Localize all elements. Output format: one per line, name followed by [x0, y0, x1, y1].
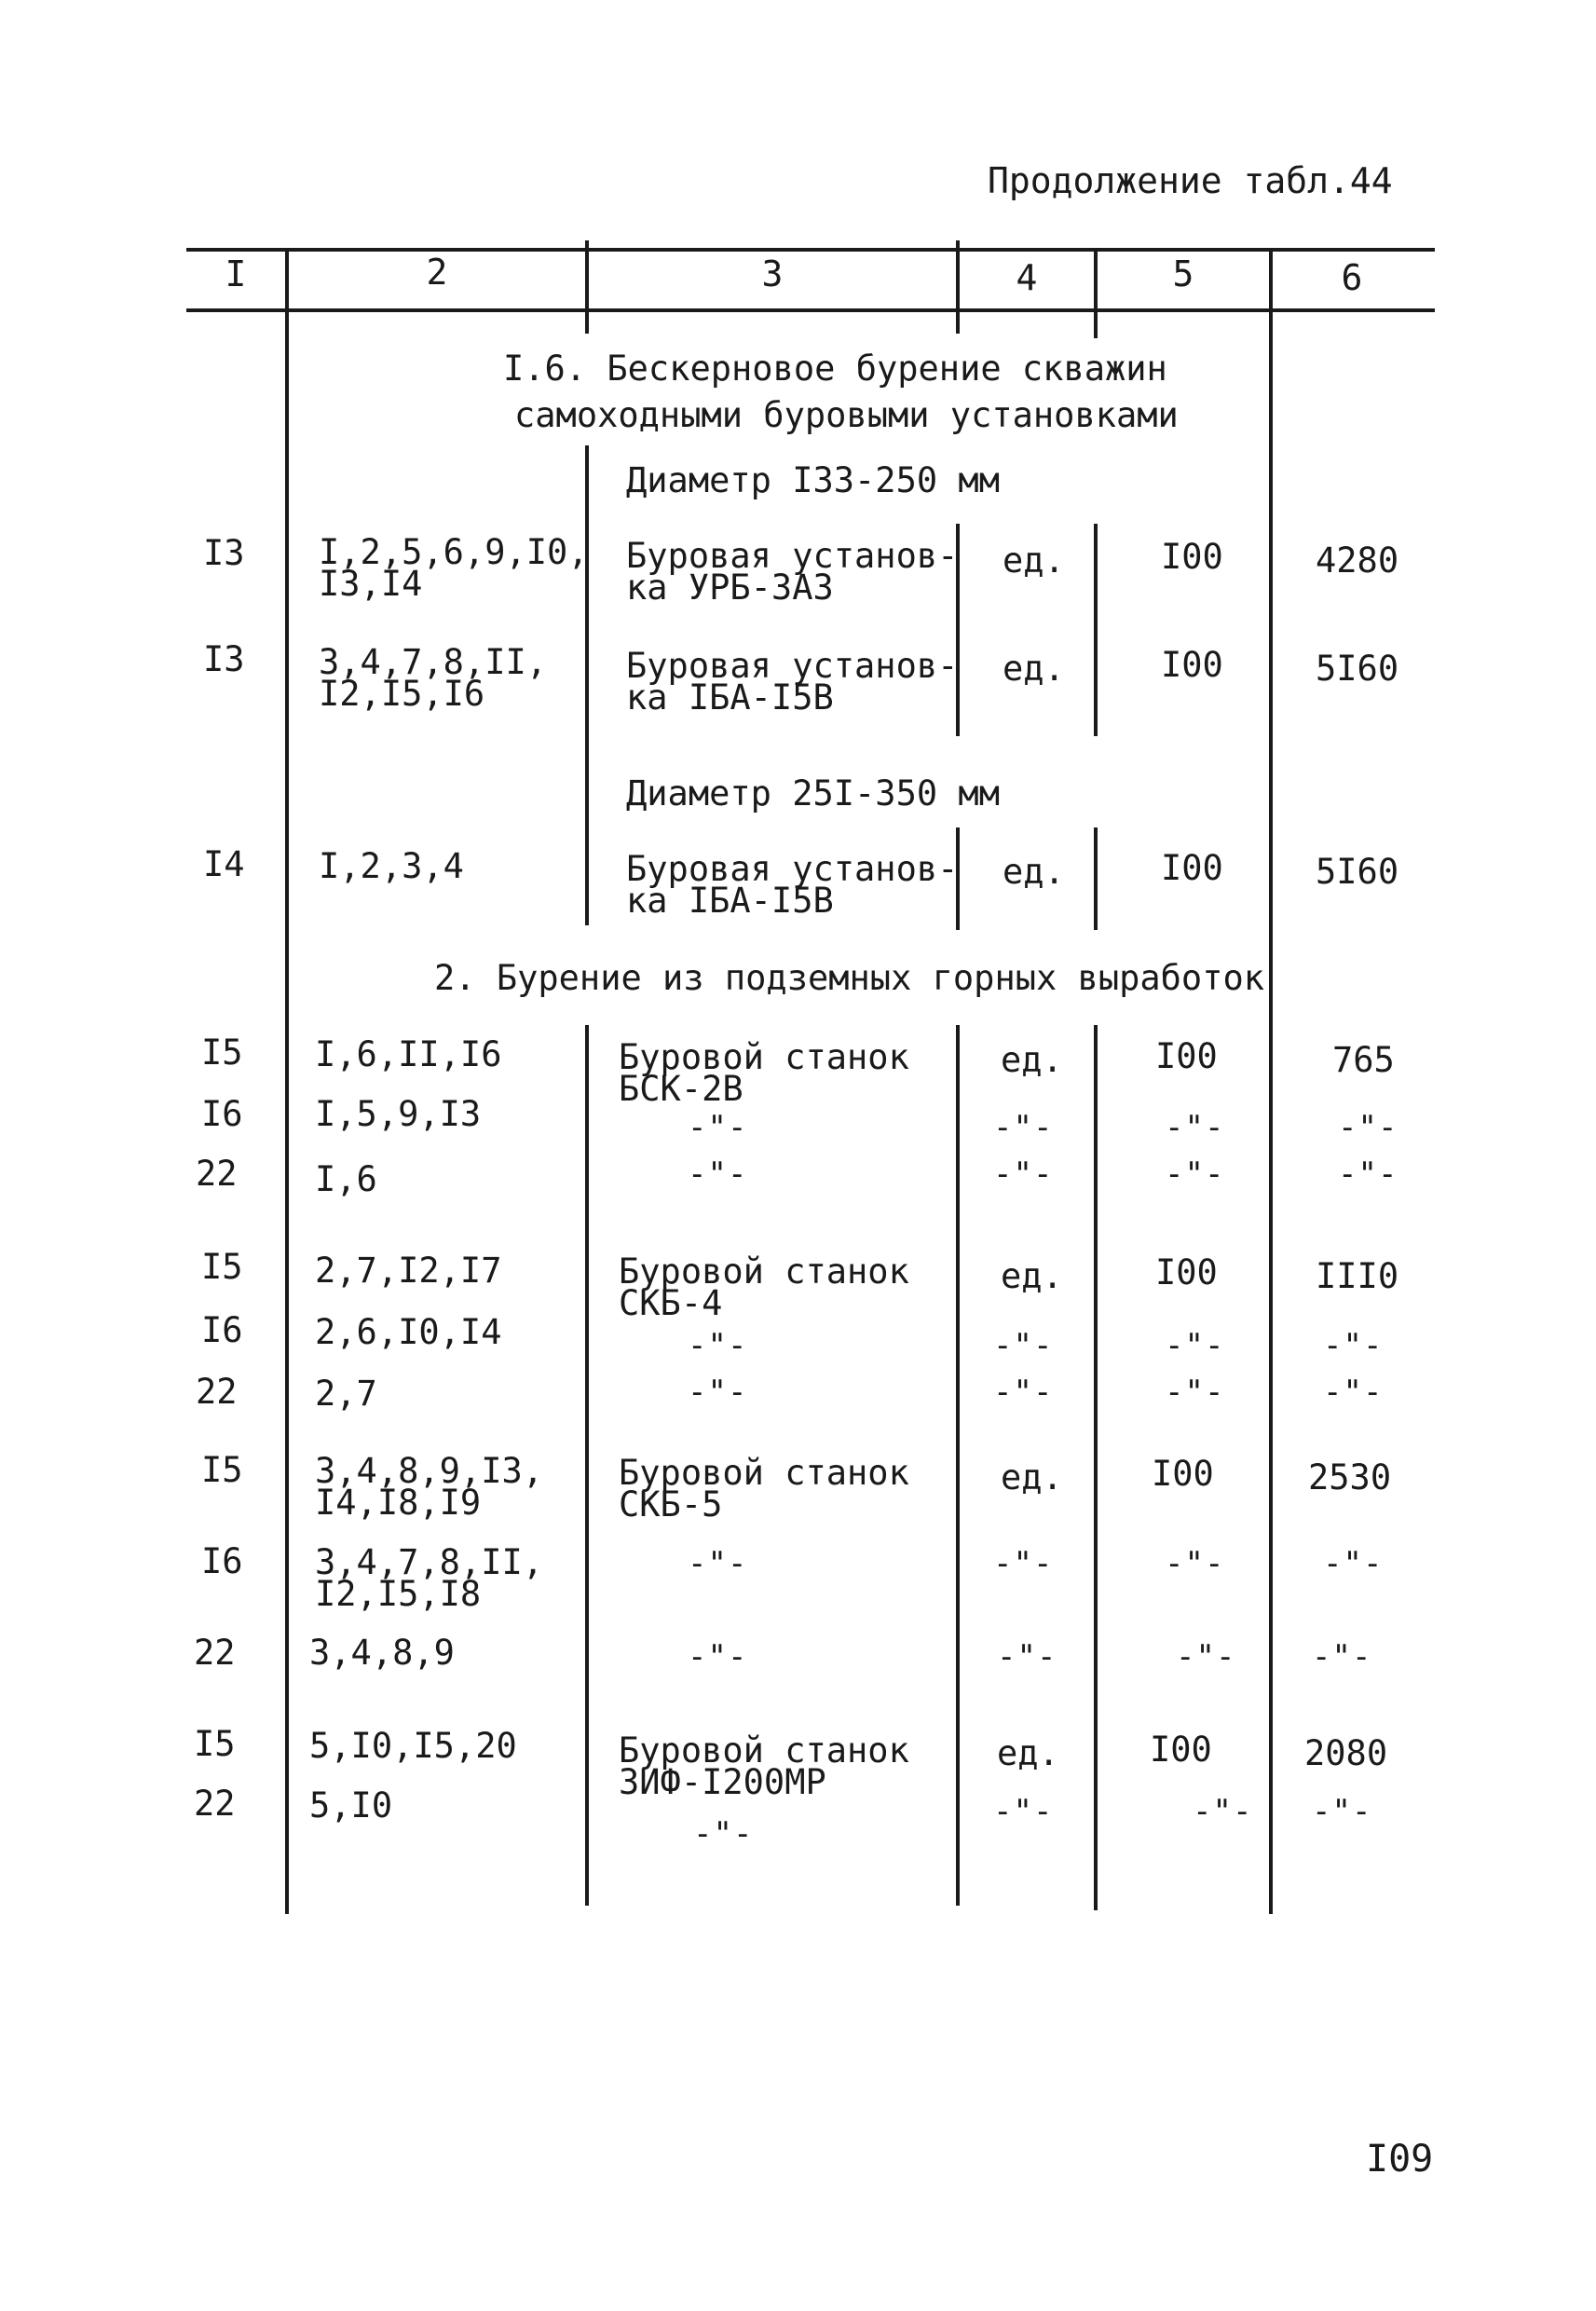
row-codes: 2,6,I0,I4 [315, 1312, 502, 1352]
row-codes: I,2,3,4 [319, 846, 464, 886]
ditto-mark: -"- [1165, 1109, 1225, 1146]
ditto-mark: -"- [1312, 1793, 1372, 1830]
ditto-mark: -"- [997, 1638, 1057, 1675]
ditto-mark: -"- [993, 1545, 1054, 1582]
ditto-mark: -"- [1338, 1156, 1398, 1193]
ditto-mark: -"- [993, 1156, 1054, 1193]
column-line-2 [285, 311, 289, 1914]
section-heading: самоходными буровыми установками [514, 395, 1179, 435]
row-number: I6 [201, 1094, 243, 1134]
column-line-4 [956, 1025, 960, 1906]
section-heading: I.6. Бескерновое бурение скважин [503, 349, 1167, 389]
ditto-mark: -"- [993, 1793, 1054, 1830]
ditto-mark: -"- [1165, 1327, 1225, 1364]
ditto-mark: -"- [1312, 1638, 1372, 1675]
section-heading: 2. Бурение из подземных горных выработок [434, 958, 1265, 998]
row-number: I5 [201, 1247, 243, 1287]
column-header: 2 [426, 252, 448, 293]
row-number: I3 [203, 639, 245, 679]
ditto-mark: -"- [993, 1109, 1054, 1146]
continuation-caption: Продолжение табл.44 [988, 160, 1393, 201]
row-price: III0 [1316, 1256, 1399, 1296]
row-equipment: Буровой станок СКБ-4 [619, 1251, 909, 1323]
row-unit: ед. [1001, 1457, 1063, 1497]
column-header: 3 [761, 253, 784, 294]
row-equipment: Буровая установ- ка IБА-I5В [626, 849, 959, 921]
row-codes: I,5,9,I3 [315, 1094, 482, 1134]
column-line-5 [1094, 827, 1098, 930]
row-number: I5 [201, 1032, 243, 1073]
row-quantity: I00 [1155, 1036, 1218, 1076]
ditto-mark: -"- [1193, 1793, 1253, 1830]
ditto-mark: -"- [688, 1327, 748, 1364]
ditto-mark: -"- [688, 1109, 748, 1146]
ditto-mark: -"- [993, 1327, 1054, 1364]
row-unit: ед. [1003, 649, 1065, 689]
row-unit: ед. [1003, 852, 1065, 892]
diameter-subheading: Диаметр I33-250 мм [626, 460, 1000, 500]
row-codes: I,6,II,I6 [315, 1034, 502, 1074]
row-number: I5 [201, 1450, 243, 1490]
row-quantity: I00 [1161, 848, 1223, 888]
row-number: I4 [203, 844, 245, 884]
ditto-mark: -"- [1338, 1109, 1398, 1146]
row-quantity: I00 [1155, 1252, 1218, 1292]
column-line-6 [1269, 311, 1273, 1914]
column-header: 6 [1341, 257, 1363, 298]
ditto-mark: -"- [688, 1156, 748, 1193]
ditto-mark: -"- [688, 1374, 748, 1411]
row-quantity: I00 [1161, 645, 1223, 685]
row-codes: 3,4,7,8,II, I2,I5,I8 [315, 1542, 544, 1614]
ditto-mark: -"- [1165, 1156, 1225, 1193]
row-equipment: Буровой станок ЗИФ-I200МР [619, 1730, 909, 1802]
row-price: 2080 [1304, 1733, 1388, 1773]
row-price: 5I60 [1316, 852, 1399, 892]
row-equipment: Буровая установ- ка УРБ-3А3 [626, 536, 959, 608]
row-number: I6 [201, 1310, 243, 1350]
column-line-3 [585, 1025, 589, 1906]
page-number: I09 [1366, 2138, 1434, 2181]
column-line-5 [1094, 1025, 1098, 1910]
diameter-subheading: Диаметр 25I-350 мм [626, 773, 1000, 814]
row-equipment: Буровой станок СКБ-5 [619, 1453, 909, 1525]
ditto-mark: -"- [688, 1638, 748, 1675]
row-codes: 3,4,8,9,I3, I4,I8,I9 [315, 1451, 544, 1523]
ditto-mark: -"- [693, 1815, 754, 1853]
ditto-mark: -"- [1165, 1374, 1225, 1411]
row-price: 2530 [1308, 1457, 1392, 1497]
ditto-mark: -"- [688, 1545, 748, 1582]
row-codes: I,6 [315, 1159, 377, 1199]
row-unit: ед. [997, 1733, 1059, 1773]
row-codes: 3,4,8,9 [309, 1633, 455, 1673]
row-codes: 2,7 [315, 1374, 377, 1414]
ditto-mark: -"- [1176, 1638, 1236, 1675]
ditto-mark: -"- [993, 1374, 1054, 1411]
row-equipment: Буровой станок БСК-2В [619, 1037, 909, 1109]
row-codes: 2,7,I2,I7 [315, 1251, 502, 1291]
column-header: 5 [1172, 253, 1194, 294]
row-number: 22 [194, 1633, 236, 1673]
row-number: 22 [194, 1784, 236, 1824]
column-line-3 [585, 445, 589, 925]
row-price: 4280 [1316, 540, 1399, 581]
column-header: I [225, 253, 247, 294]
table-header-rule [186, 308, 1435, 312]
column-line-5 [1094, 524, 1098, 736]
row-equipment: Буровая установ- ка IБА-I5В [626, 646, 959, 718]
row-codes: I,2,5,6,9,I0, I3,I4 [319, 532, 589, 604]
ditto-mark: -"- [1165, 1545, 1225, 1582]
row-codes: 5,I0,I5,20 [309, 1726, 517, 1766]
row-price: 765 [1332, 1040, 1395, 1080]
row-quantity: I00 [1152, 1454, 1214, 1494]
column-header: 4 [1016, 257, 1038, 298]
row-number: I3 [203, 533, 245, 573]
row-number: 22 [196, 1372, 238, 1412]
row-number: I5 [194, 1724, 236, 1764]
ditto-mark: -"- [1323, 1374, 1384, 1411]
row-unit: ед. [1001, 1040, 1063, 1080]
row-codes: 3,4,7,8,II, I2,I5,I6 [319, 642, 548, 714]
row-number: 22 [196, 1154, 238, 1194]
row-price: 5I60 [1316, 649, 1399, 689]
row-quantity: I00 [1150, 1730, 1212, 1770]
ditto-mark: -"- [1323, 1327, 1384, 1364]
row-number: I6 [201, 1541, 243, 1581]
row-quantity: I00 [1161, 537, 1223, 577]
row-unit: ед. [1001, 1256, 1063, 1296]
ditto-mark: -"- [1323, 1545, 1384, 1582]
row-unit: ед. [1003, 540, 1065, 581]
row-codes: 5,I0 [309, 1785, 393, 1826]
